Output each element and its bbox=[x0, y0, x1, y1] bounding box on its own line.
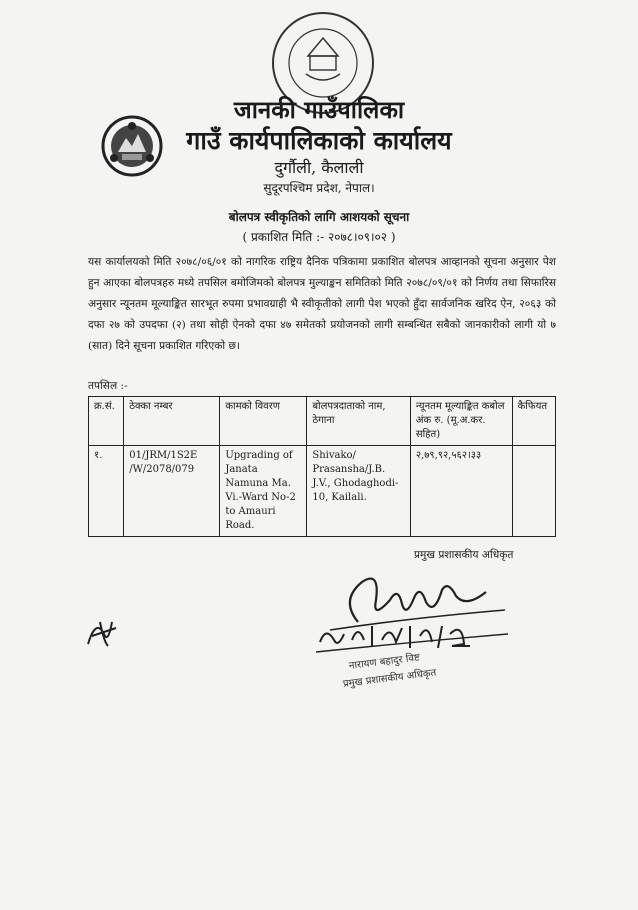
stamp-officer-role: प्रमुख प्रशासकीय अधिकृत bbox=[342, 667, 437, 690]
published-date: ( प्रकाशित मिति :- २०७८।०९।०२ ) bbox=[242, 230, 396, 244]
header-remarks: कैफियत bbox=[512, 397, 555, 446]
organization-name: जानकी गाउँपालिका bbox=[233, 95, 405, 124]
location-line-1: दुर्गौली, कैलाली bbox=[274, 158, 364, 177]
table-header-row bbox=[89, 397, 556, 446]
cell-contract-number: 01/JRM/1S2E /W/2078/079 bbox=[124, 446, 220, 537]
header-work-description: कामको विवरण bbox=[220, 397, 307, 446]
table-row bbox=[89, 446, 556, 537]
header-bid-amount: न्यूनतम मूल्याङ्कित कबोल अंक रु. (मू.अ.कर. सहित) bbox=[410, 397, 512, 446]
cell-serial: १. bbox=[89, 446, 124, 537]
header-bidder-name: बोलपत्रदाताको नाम, ठेगाना bbox=[307, 397, 410, 446]
details-label: तपसिल :- bbox=[88, 380, 128, 392]
bid-details-table bbox=[88, 396, 556, 537]
stamp-officer-name: नारायण बहादुर विष्ट bbox=[348, 652, 421, 672]
letterhead bbox=[0, 95, 638, 197]
office-name: गाउँ कार्यपालिकाको कार्यालय bbox=[186, 126, 452, 155]
header-serial: क्र.सं. bbox=[89, 397, 124, 446]
cell-remarks bbox=[512, 446, 555, 537]
cell-bid-amount: २,७९,९२,५६२।३३ bbox=[410, 446, 512, 537]
initial-mark bbox=[82, 614, 122, 650]
cell-bidder-name: Shivako/ Prasansha/J.B. J.V., Ghodaghodi-10, Kailali. bbox=[307, 446, 410, 537]
header-contract-number: ठेक्का नम्बर bbox=[124, 397, 220, 446]
cell-work-description: Upgrading of Janata Namuna Ma. Vi.-Ward No-2 to Amauri Road. bbox=[220, 446, 307, 537]
notice-body: यस कार्यालयको मिति २०७८/०६/०१ को नागरिक राष्ट्रिय दैनिक पत्रिकामा प्रकाशित बोलपत्र आव्हानको सूचना अनुसार पेश हुन आएका बोलपत्रहरु मध्ये तपसिल बमोजिमको बोलपत्र मुल्याङ्कन समितिको मिति २०७८/०९/०१ को निर्णय तथा सिफारिस अनुसार न्यूनतम मूल्याङ्कित सारभूत रुपमा प्रभावग्राही भै स्वीकृतीको लागी पेश भएको हुँदा सार्वजनिक खरिद ऐन, २०६३ को दफा २७ को उपदफा (२) तथा सोही ऐनको दफा ४७ समेतको प्रयोजनको लागी सम्बन्धित सबैको जानकारीको लागी यो ७ (सात) दिने सूचना प्रकाशित गरिएको छ। bbox=[88, 256, 556, 352]
officer-title: प्रमुख प्रशासकीय अधिकृत bbox=[414, 549, 514, 561]
notice-title: बोलपत्र स्वीकृतिको लागि आशयको सूचना bbox=[228, 210, 410, 224]
location-line-2: सुदूरपश्चिम प्रदेश, नेपाल। bbox=[263, 181, 375, 195]
